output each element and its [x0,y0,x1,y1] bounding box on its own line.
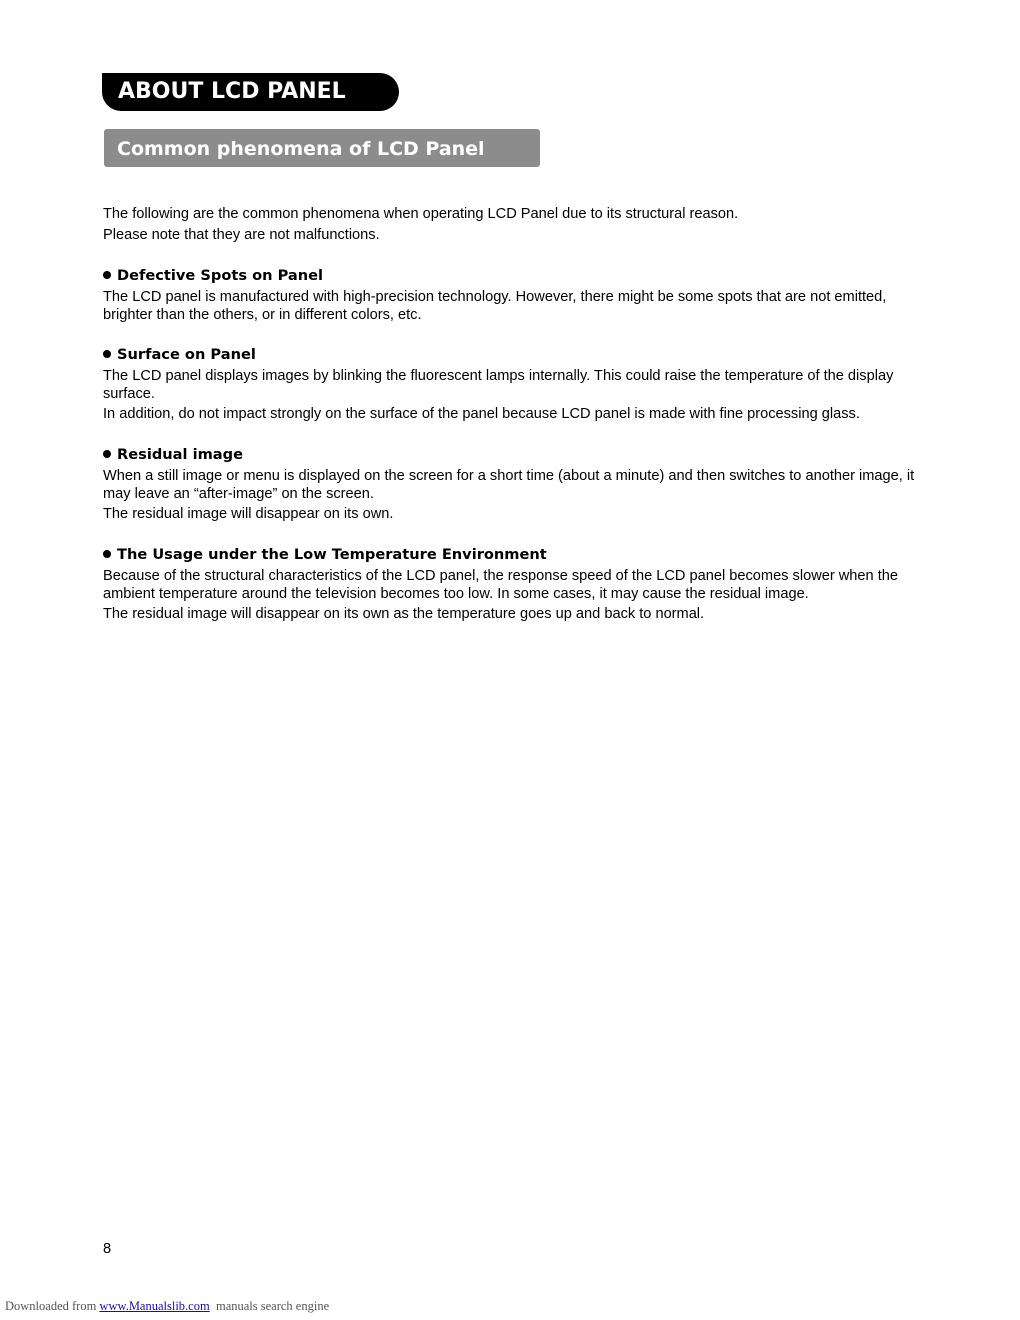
footer-suffix: manuals search engine [215,1299,330,1313]
heading-text: Defective Spots on Panel [117,267,324,284]
bullet-icon [103,550,111,558]
intro-line-2: Please note that they are not malfunctions. [103,227,380,243]
heading-defective-spots [103,267,323,285]
bullet-icon [103,350,111,358]
section-title: ABOUT LCD PANEL [102,73,399,111]
heading-surface-on-panel [103,346,256,364]
heading-residual-image [103,446,243,464]
defective-spots-text: The LCD panel is manufactured with high-precision technology. However, there might be some spots that are not emitted, brighter than the others, or in different colors, etc. [103,289,887,323]
heading-low-temperature [103,546,547,564]
heading-text: Surface on Panel [117,346,256,363]
low-temperature-text-1: Because of the structural characteristics of the LCD panel, the response speed of the LCD panel becomes slower when the ambient temperature around the television becomes too low. In some cases, it may cause the residual image. [103,568,898,602]
heading-text: The Usage under the Low Temperature Environment [117,546,547,563]
intro-line-1: The following are the common phenomena when operating LCD Panel due to its structural reason. [103,206,739,222]
heading-text: Residual image [117,446,243,463]
residual-text-2: The residual image will disappear on its own. [103,506,394,522]
bullet-icon [103,271,111,279]
surface-text-1: The LCD panel displays images by blinking the fluorescent lamps internally. This could raise the temperature of the display surface. [103,368,894,402]
surface-text-2: In addition, do not impact strongly on the surface of the panel because LCD panel is made with fine processing glass. [103,406,860,422]
page-number: 8 [103,1241,112,1257]
residual-text-1: When a still image or menu is displayed on the screen for a short time (about a minute) and then switches to another image, it may leave an “after-image” on the screen. [103,468,915,502]
low-temperature-text-2: The residual image will disappear on its own as the temperature goes up and back to normal. [103,606,705,622]
subsection-title: Common phenomena of LCD Panel [104,129,540,167]
download-footer [5,1298,329,1314]
bullet-icon [103,450,111,458]
footer-prefix: Downloaded from [5,1299,97,1313]
manualslib-link[interactable]: www.Manualslib.com [99,1299,210,1313]
